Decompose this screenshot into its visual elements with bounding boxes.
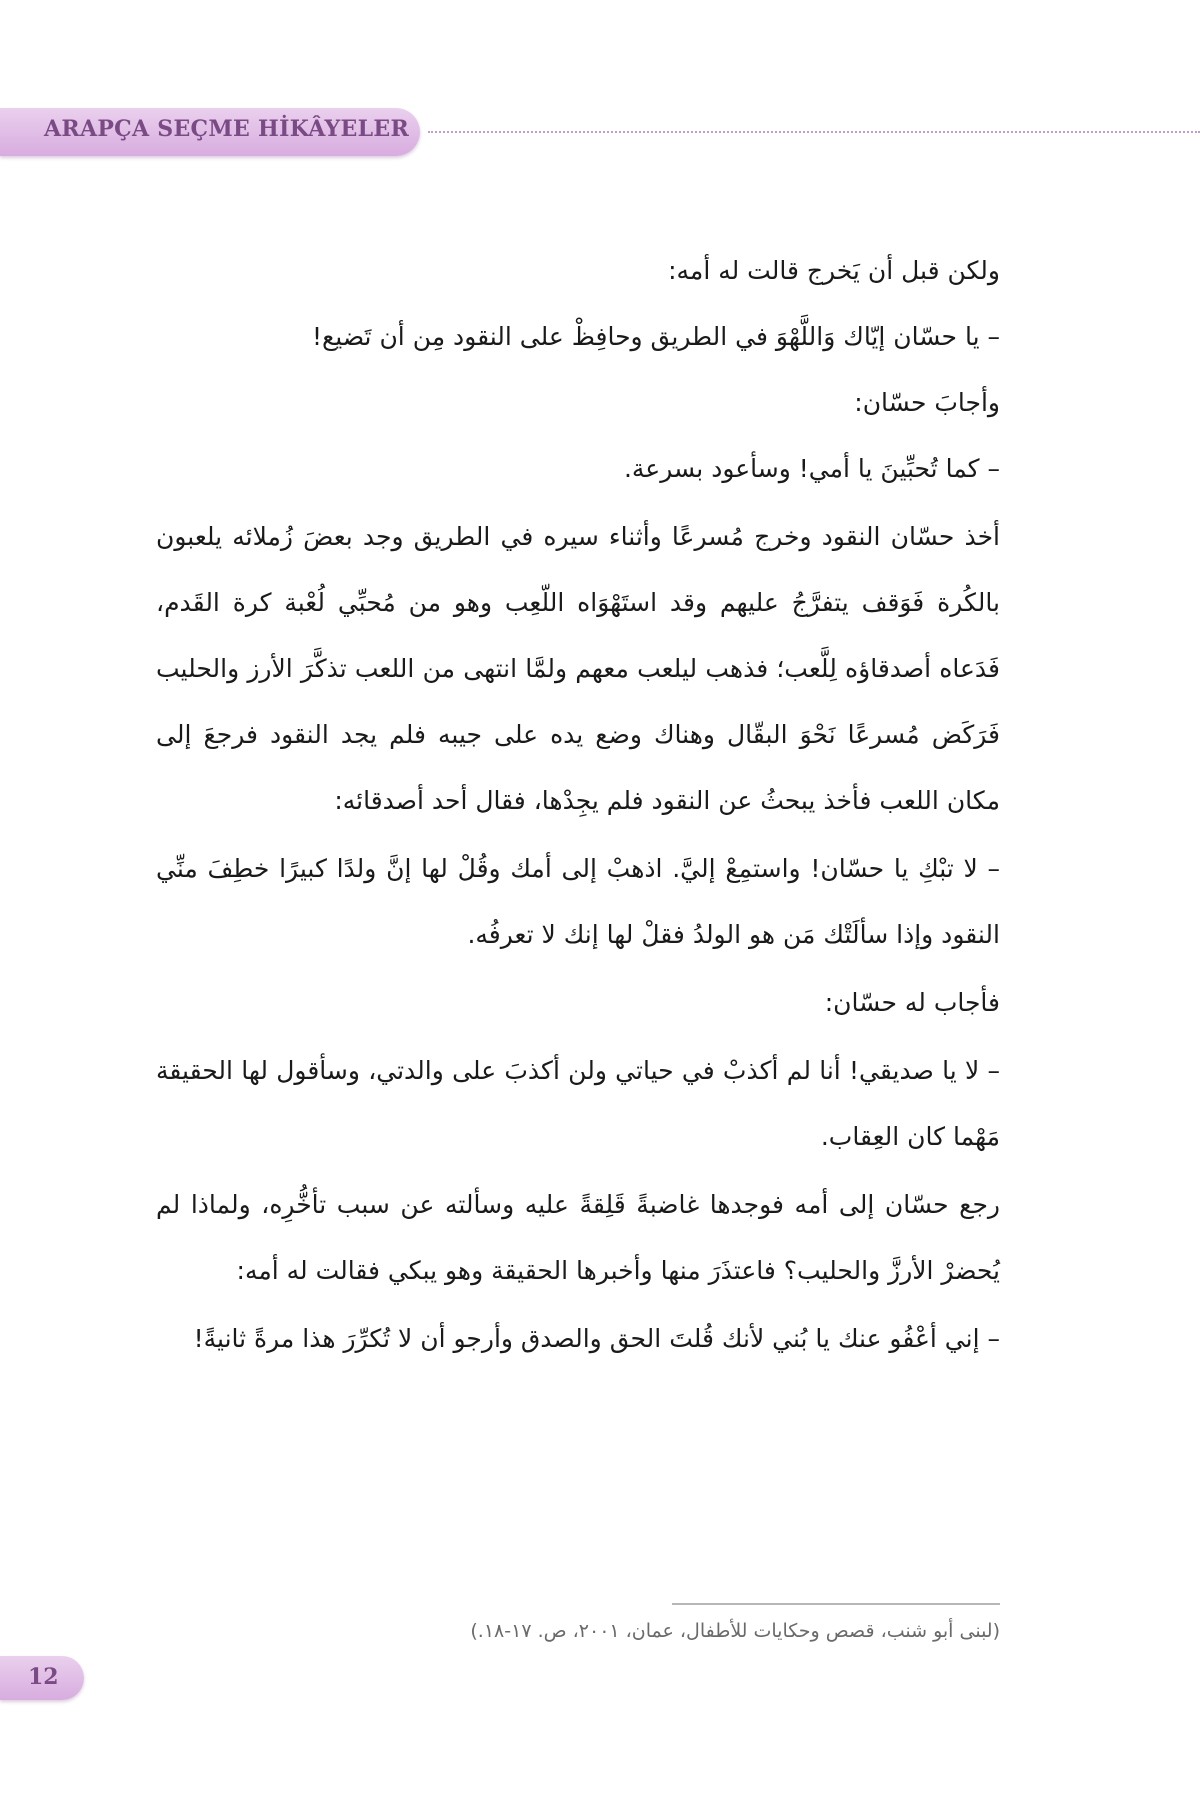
page-number: 12 (28, 1664, 59, 1690)
story-paragraph: فأجاب له حسّان: (824, 988, 1000, 1017)
story-text (156, 238, 1000, 1372)
story-paragraph: – يا حسّان إيّاك وَاللَّهْوَ في الطريق وحافِظْ على النقود مِن أن تَضيع! (311, 322, 1000, 351)
story-paragraph: – إني أعْفُو عنك يا بُني لأنك قُلتَ الحق والصدق وأرجو أن لا تُكرِّرَ هذا مرةً ثانيةً! (193, 1324, 1000, 1353)
story-paragraph: – لا تبْكِ يا حسّان! واستمِعْ إليَّ. اذهبْ إلى أمك وقُلْ لها إنَّ ولدًا كبيرًا خطِفَ منِّي النقود وإذا سألَتْك مَن هو الولدُ فقلْ لها إنك لا تعرفُه. (156, 854, 1000, 949)
header-dotted-rule (428, 131, 1200, 133)
source-citation: (لبنى أبو شنب، قصص وحكايات للأطفال، عمان، ٢٠٠١، ص. ١٧-١٨.) (470, 1620, 1000, 1642)
footnote-divider (672, 1603, 1000, 1605)
story-paragraph: رجع حسّان إلى أمه فوجدها غاضبةً قَلِقةً عليه وسألته عن سبب تأخُّرِه، ولماذا لم يُحضرْ الأرزَّ والحليب؟ فاعتذَرَ منها وأخبرها الحقيقة وهو يبكي فقالت له أمه: (156, 1190, 1000, 1285)
book-title: ARAPÇA SEÇME HİKÂYELER (44, 116, 410, 142)
story-paragraph: – كما تُحبِّينَ يا أمي! وسأعود بسرعة. (623, 454, 1000, 483)
story-paragraph: وأجابَ حسّان: (854, 388, 1000, 417)
story-paragraph: – لا يا صديقي! أنا لم أكذبْ في حياتي ولن أكذبَ على والدتي، وسأقول لها الحقيقة مَهْما كان العِقاب. (156, 1056, 1000, 1151)
story-paragraph: أخذ حسّان النقود وخرج مُسرعًا وأثناء سيره في الطريق وجد بعضَ زُملائه يلعبون بالكُرة فَوَقف يتفرَّجُ عليهم وقد استَهْوَاه اللّعِب وهو من مُحبِّي لُعْبة كرة القَدم، فَدَعاه أصدقاؤه لِلَّعب؛ فذهب ليلعب معهم ولمَّا انتهى من اللعب تذكَّرَ الأرز والحليب فَرَكَض مُسرعًا نَحْوَ البقّال وهناك وضع يده على جيبه فلم يجد النقود فرجعَ إلى مكان اللعب فأخذ يبحثُ عن النقود فلم يجِدْها، فقال أحد أصدقائه: (156, 522, 1000, 815)
story-paragraph: ولكن قبل أن يَخرج قالت له أمه: (668, 256, 1000, 285)
